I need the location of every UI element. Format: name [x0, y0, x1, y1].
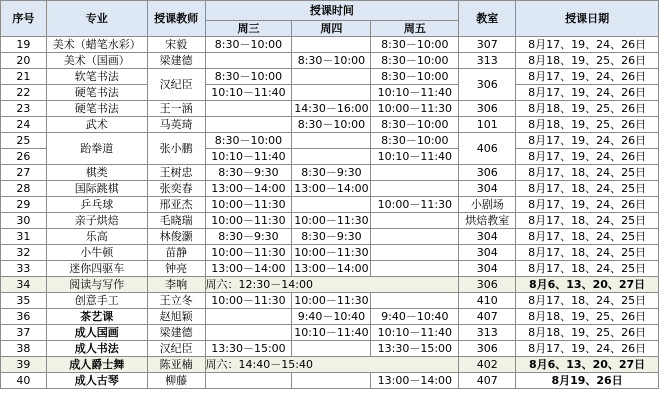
cell-room[interactable]: 烘焙教室 [459, 213, 516, 229]
cell-major[interactable]: 棋类 [46, 165, 147, 181]
cell-seq[interactable]: 21 [1, 69, 47, 85]
cell-dates[interactable]: 8月18、19、25、26日 [516, 101, 659, 117]
cell-room[interactable]: 306 [459, 69, 516, 101]
cell-wed[interactable]: 13:00－14:00 [205, 261, 292, 277]
cell-wed[interactable]: 10:10－11:40 [205, 149, 292, 165]
cell-fri[interactable]: 10:00－11:30 [371, 101, 459, 117]
cell-major[interactable]: 阅读与写作 [46, 277, 147, 293]
cell-wed[interactable]: 8:30－10:00 [205, 37, 292, 53]
header-teacher[interactable]: 授课教师 [147, 1, 205, 37]
table-row [1, 341, 659, 357]
cell-dates[interactable]: 8月18、19、25、26日 [516, 325, 659, 341]
table-row [1, 69, 659, 85]
cell-major[interactable]: 国际跳棋 [46, 181, 147, 197]
cell-dates[interactable]: 8月17、19、24、26日 [516, 85, 659, 101]
cell-seq[interactable]: 28 [1, 181, 47, 197]
cell-teacher[interactable]: 汉纪臣 [147, 341, 205, 357]
cell-thu[interactable]: 8:30－9:30 [292, 165, 371, 181]
cell-thu[interactable] [292, 197, 371, 213]
cell-seq[interactable]: 26 [1, 149, 47, 165]
table-row [1, 165, 659, 181]
cell-thu[interactable]: 10:00－11:30 [292, 293, 371, 309]
table-row [1, 181, 659, 197]
cell-thu[interactable]: 14:30－16:00 [292, 101, 371, 117]
cell-teacher[interactable]: 宋毅 [147, 37, 205, 53]
cell-seq[interactable]: 29 [1, 197, 47, 213]
cell-room[interactable]: 407 [459, 373, 516, 389]
cell-thu[interactable]: 10:00－11:30 [292, 213, 371, 229]
cell-room[interactable]: 313 [459, 325, 516, 341]
table-row [1, 325, 659, 341]
cell-thu[interactable] [292, 149, 371, 165]
cell-dates[interactable]: 8月17、19、24、26日 [516, 197, 659, 213]
header-dates[interactable]: 授课日期 [516, 1, 659, 37]
cell-dates[interactable]: 8月17、18、24、25日 [516, 165, 659, 181]
table-row [1, 101, 659, 117]
cell-fri[interactable]: 8:30－10:00 [371, 117, 459, 133]
cell-dates[interactable]: 8月6、13、20、27日 [516, 357, 659, 373]
cell-seq[interactable]: 38 [1, 341, 47, 357]
cell-major[interactable]: 成人书法 [46, 341, 147, 357]
cell-room[interactable]: 小剧场 [459, 197, 516, 213]
header-fri[interactable]: 周五 [371, 21, 459, 37]
cell-major[interactable]: 成人古琴 [46, 373, 147, 389]
cell-room[interactable]: 313 [459, 53, 516, 69]
cell-saturday-time[interactable]: 周六：12:30－14:00 [205, 277, 459, 293]
cell-thu[interactable] [292, 133, 371, 149]
cell-seq[interactable]: 22 [1, 85, 47, 101]
table-row [1, 261, 659, 277]
cell-teacher[interactable]: 梁建德 [147, 325, 205, 341]
cell-fri[interactable]: 10:10－11:40 [371, 149, 459, 165]
cell-fri[interactable]: 10:10－11:40 [371, 325, 459, 341]
cell-teacher[interactable]: 林俊灏 [147, 229, 205, 245]
cell-teacher[interactable]: 苗静 [147, 245, 205, 261]
cell-teacher[interactable]: 李响 [147, 277, 205, 293]
cell-major[interactable]: 迷你四驱车 [46, 261, 147, 277]
table-row [1, 373, 659, 389]
cell-teacher[interactable]: 柳藤 [147, 373, 205, 389]
cell-dates[interactable]: 8月17、18、24、25日 [516, 181, 659, 197]
cell-dates[interactable]: 8月6、13、20、27日 [516, 277, 659, 293]
cell-thu[interactable]: 10:10－11:40 [292, 325, 371, 341]
cell-teacher[interactable]: 邢亚杰 [147, 197, 205, 213]
cell-seq[interactable]: 35 [1, 293, 47, 309]
cell-room[interactable]: 406 [459, 133, 516, 165]
cell-room[interactable]: 304 [459, 261, 516, 277]
cell-major[interactable]: 成人国画 [46, 325, 147, 341]
cell-major[interactable]: 乐高 [46, 229, 147, 245]
cell-teacher[interactable]: 钟亮 [147, 261, 205, 277]
cell-seq[interactable]: 31 [1, 229, 47, 245]
cell-thu[interactable]: 8:30－9:30 [292, 229, 371, 245]
cell-fri[interactable]: 13:00－14:00 [371, 373, 459, 389]
cell-fri[interactable]: 13:30－15:00 [371, 341, 459, 357]
cell-major[interactable]: 亲子烘焙 [46, 213, 147, 229]
cell-thu[interactable] [292, 373, 371, 389]
cell-teacher[interactable]: 张奕春 [147, 181, 205, 197]
cell-wed[interactable]: 8:30－9:30 [205, 165, 292, 181]
header-thu[interactable]: 周四 [292, 21, 371, 37]
cell-seq[interactable]: 36 [1, 309, 47, 325]
cell-seq[interactable]: 39 [1, 357, 47, 373]
cell-thu[interactable]: 9:40－10:40 [292, 309, 371, 325]
cell-major[interactable]: 美术（国画） [46, 53, 147, 69]
cell-wed[interactable]: 13:00－14:00 [205, 181, 292, 197]
cell-fri[interactable] [371, 181, 459, 197]
table-row [1, 117, 659, 133]
table-row [1, 293, 659, 309]
cell-dates[interactable]: 8月18、19、25、26日 [516, 309, 659, 325]
cell-fri[interactable] [371, 245, 459, 261]
cell-dates[interactable]: 8月17、18、24、25日 [516, 261, 659, 277]
cell-teacher[interactable]: 王一涵 [147, 101, 205, 117]
cell-seq[interactable]: 32 [1, 245, 47, 261]
cell-seq[interactable]: 33 [1, 261, 47, 277]
table-row [1, 229, 659, 245]
cell-fri[interactable]: 8:30－10:00 [371, 53, 459, 69]
cell-thu[interactable] [292, 69, 371, 85]
cell-thu[interactable]: 13:00－14:00 [292, 261, 371, 277]
cell-seq[interactable]: 30 [1, 213, 47, 229]
cell-thu[interactable]: 10:00－11:30 [292, 245, 371, 261]
cell-major[interactable]: 创意手工 [46, 293, 147, 309]
cell-dates[interactable]: 8月17、18、24、25日 [516, 245, 659, 261]
cell-fri[interactable] [371, 293, 459, 309]
cell-room[interactable]: 306 [459, 341, 516, 357]
cell-major[interactable]: 硬笔书法 [46, 101, 147, 117]
cell-dates[interactable]: 8月18、19、25、26日 [516, 117, 659, 133]
header-room[interactable]: 教室 [459, 1, 516, 37]
cell-dates[interactable]: 8月17、19、24、26日 [516, 133, 659, 149]
cell-wed[interactable]: 8:30－10:00 [205, 133, 292, 149]
cell-wed[interactable]: 13:30－15:00 [205, 341, 292, 357]
cell-teacher[interactable]: 王树忠 [147, 165, 205, 181]
table-row [1, 245, 659, 261]
cell-dates[interactable]: 8月17、19、24、26日 [516, 149, 659, 165]
cell-room[interactable]: 410 [459, 293, 516, 309]
cell-major[interactable]: 武术 [46, 117, 147, 133]
table-row [1, 213, 659, 229]
cell-teacher[interactable]: 汉纪臣 [147, 69, 205, 101]
header-time[interactable]: 授课时间 [205, 1, 459, 21]
cell-fri[interactable]: 8:30－10:00 [371, 133, 459, 149]
cell-teacher[interactable]: 陈亚楠 [147, 357, 205, 373]
cell-saturday-time[interactable]: 周六：14:40－15:40 [205, 357, 459, 373]
cell-major[interactable]: 软笔书法 [46, 69, 147, 85]
cell-major[interactable]: 硬笔书法 [46, 85, 147, 101]
cell-seq[interactable]: 37 [1, 325, 47, 341]
cell-wed[interactable]: 10:00－11:30 [205, 293, 292, 309]
cell-room[interactable]: 306 [459, 101, 516, 117]
cell-room[interactable]: 306 [459, 165, 516, 181]
table-row [1, 309, 659, 325]
cell-seq[interactable]: 24 [1, 117, 47, 133]
cell-fri[interactable]: 10:00－11:30 [371, 197, 459, 213]
cell-major[interactable]: 成人爵士舞 [46, 357, 147, 373]
header-wed[interactable]: 周三 [205, 21, 292, 37]
cell-dates[interactable]: 8月19、26日 [516, 373, 659, 389]
header-major[interactable]: 专业 [46, 1, 147, 37]
cell-wed[interactable]: 8:30－9:30 [205, 229, 292, 245]
cell-teacher[interactable]: 张小鹏 [147, 133, 205, 165]
cell-room[interactable]: 307 [459, 37, 516, 53]
cell-fri[interactable] [371, 213, 459, 229]
table-row [1, 277, 659, 293]
cell-fri[interactable]: 8:30－10:00 [371, 69, 459, 85]
cell-wed[interactable]: 10:00－11:30 [205, 197, 292, 213]
cell-dates[interactable]: 8月17、19、24、26日 [516, 69, 659, 85]
cell-teacher[interactable]: 赵旭颖 [147, 309, 205, 325]
table-row [1, 85, 659, 101]
cell-fri[interactable]: 10:10－11:40 [371, 85, 459, 101]
cell-seq[interactable]: 27 [1, 165, 47, 181]
cell-teacher[interactable]: 马英琦 [147, 117, 205, 133]
cell-seq[interactable]: 20 [1, 53, 47, 69]
cell-room[interactable]: 407 [459, 309, 516, 325]
table-row [1, 197, 659, 213]
cell-thu[interactable] [292, 37, 371, 53]
cell-room[interactable]: 402 [459, 357, 516, 373]
cell-seq[interactable]: 23 [1, 101, 47, 117]
table-row [1, 37, 659, 53]
cell-major[interactable]: 小牛顿 [46, 245, 147, 261]
cell-thu[interactable]: 8:30－10:00 [292, 53, 371, 69]
cell-dates[interactable]: 8月18、19、25、26日 [516, 53, 659, 69]
cell-seq[interactable]: 34 [1, 277, 47, 293]
cell-wed[interactable]: 10:00－11:30 [205, 245, 292, 261]
cell-dates[interactable]: 8月17、19、24、26日 [516, 37, 659, 53]
table-row [1, 357, 659, 373]
cell-seq[interactable]: 40 [1, 373, 47, 389]
cell-major[interactable]: 乒乓球 [46, 197, 147, 213]
cell-dates[interactable]: 8月17、18、24、25日 [516, 293, 659, 309]
cell-room[interactable]: 304 [459, 181, 516, 197]
cell-fri[interactable]: 9:40－10:40 [371, 309, 459, 325]
cell-wed[interactable] [205, 117, 292, 133]
cell-thu[interactable]: 13:00－14:00 [292, 181, 371, 197]
cell-fri[interactable] [371, 261, 459, 277]
cell-teacher[interactable]: 梁建德 [147, 53, 205, 69]
cell-teacher[interactable]: 王立冬 [147, 293, 205, 309]
cell-wed[interactable] [205, 373, 292, 389]
cell-wed[interactable] [205, 309, 292, 325]
table-row [1, 53, 659, 69]
cell-teacher[interactable]: 毛晓瑞 [147, 213, 205, 229]
cell-fri[interactable]: 8:30－10:00 [371, 37, 459, 53]
table-row [1, 133, 659, 149]
cell-wed[interactable] [205, 101, 292, 117]
cell-dates[interactable]: 8月17、18、24、25日 [516, 213, 659, 229]
cell-wed[interactable]: 10:10－11:40 [205, 85, 292, 101]
cell-room[interactable]: 306 [459, 277, 516, 293]
cell-wed[interactable] [205, 325, 292, 341]
cell-room[interactable]: 101 [459, 117, 516, 133]
cell-fri[interactable] [371, 229, 459, 245]
cell-thu[interactable] [292, 85, 371, 101]
cell-seq[interactable]: 19 [1, 37, 47, 53]
cell-wed[interactable]: 8:30－10:00 [205, 69, 292, 85]
cell-room[interactable]: 304 [459, 245, 516, 261]
cell-fri[interactable] [371, 165, 459, 181]
cell-major[interactable]: 茶艺课 [46, 309, 147, 325]
header-seq[interactable]: 序号 [1, 1, 47, 37]
cell-dates[interactable]: 8月17、18、24、25日 [516, 229, 659, 245]
cell-room[interactable]: 304 [459, 229, 516, 245]
cell-wed[interactable] [205, 53, 292, 69]
cell-seq[interactable]: 25 [1, 133, 47, 149]
cell-dates[interactable]: 8月17、19、24、26日 [516, 341, 659, 357]
cell-thu[interactable]: 8:30－10:00 [292, 117, 371, 133]
cell-major[interactable]: 跆拳道 [46, 133, 147, 165]
cell-wed[interactable]: 10:00－11:30 [205, 213, 292, 229]
cell-major[interactable]: 美术（蜡笔水彩） [46, 37, 147, 53]
cell-thu[interactable] [292, 341, 371, 357]
